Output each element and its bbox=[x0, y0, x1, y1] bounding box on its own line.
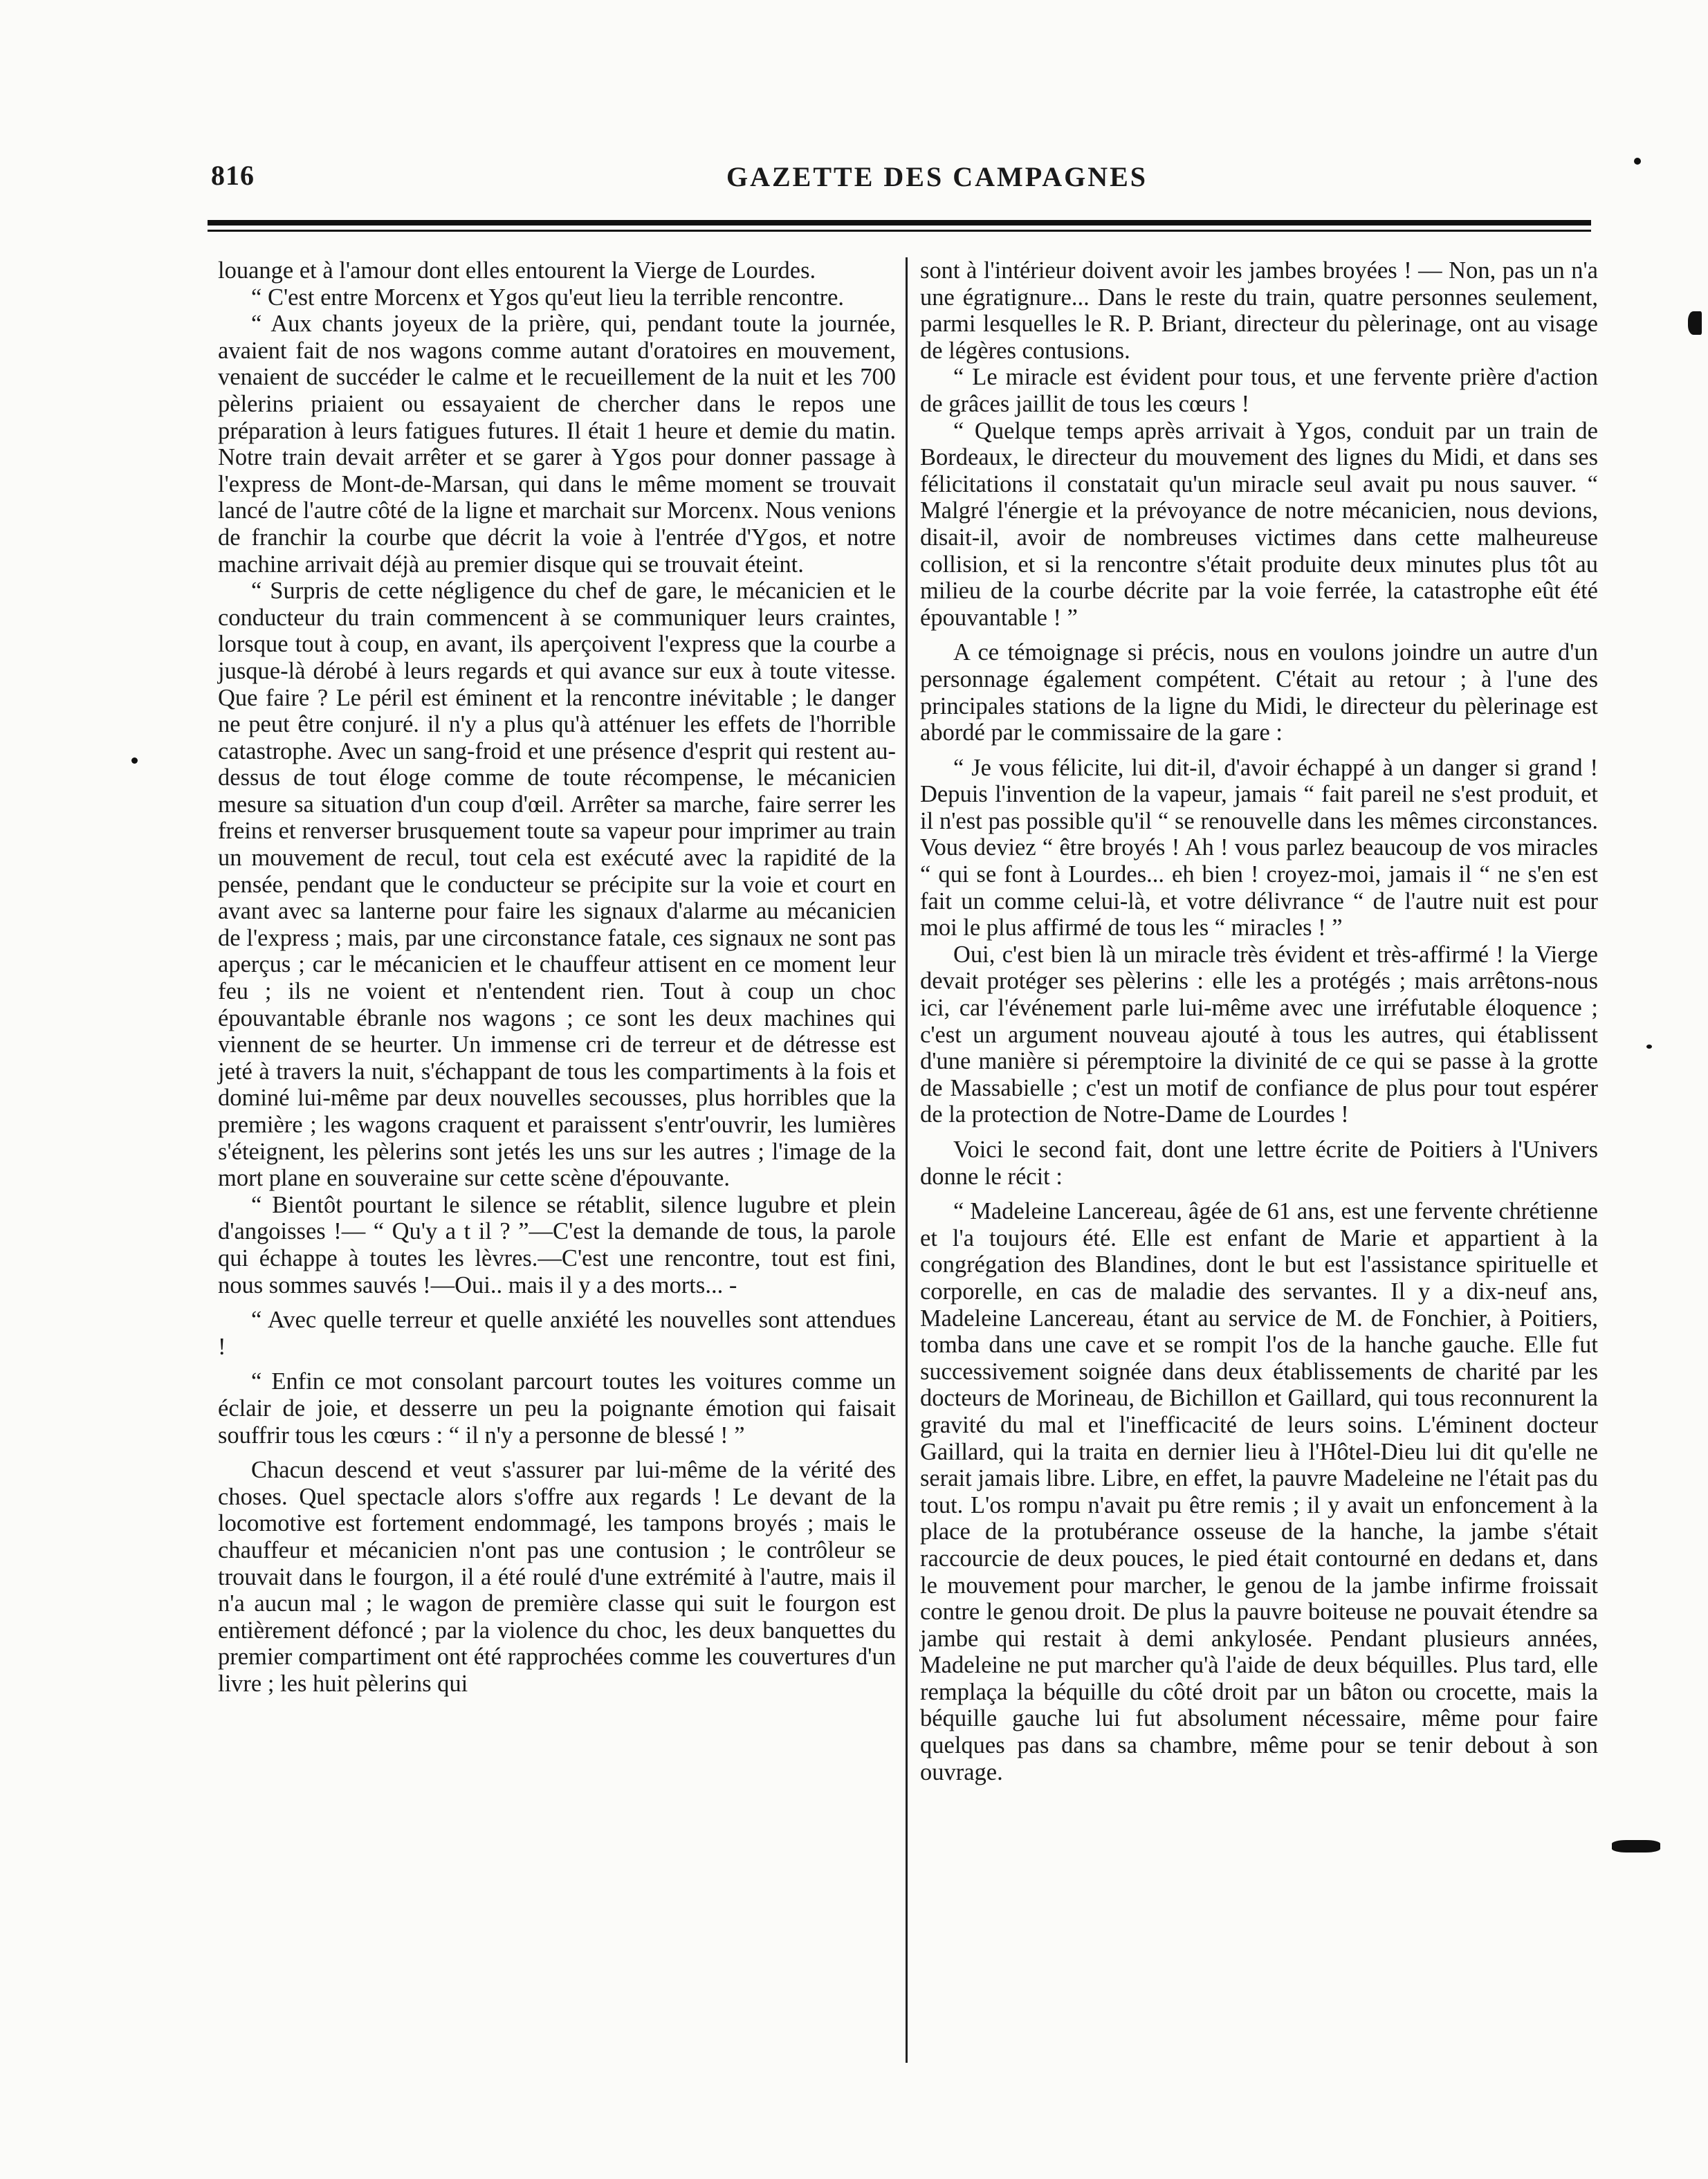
paragraph: “ Quelque temps après arrivait à Ygos, conduit par un train de Bordeaux, le directeur du mouvement des lignes du Midi, et dans ses félicitations il constatait qu'un miracle seul avait pu nous sauver. “ Malgré l'énergie et la prévoyance de notre mécanicien, nous devions, disait-il, avoir de nombreuses victimes dans cette malheureuse collision, et si la rencontre s'était produite deux minutes plus tôt au milieu de la courbe décrite par la voie ferrée, la catastrophe eût été épouvantable ! ” bbox=[920, 417, 1598, 631]
paragraph: louange et à l'amour dont elles entourent la Vierge de Lourdes. bbox=[218, 257, 816, 284]
paragraph: “ Madeleine Lancereau, âgée de 61 ans, est une fervente chrétienne et l'a toujours été. Elle est enfant de Marie et appartient à la congrégation des Blandines, dont le but est l'assistance spirituelle et corporelle, en cas de maladie des servantes. Il y a dix-neuf ans, Madeleine Lancereau, étant au service de M. de Fonchier, à Poitiers, tomba dans une cave et se rompit l'os de la hanche gauche. Elle fut successivement soignée dans deux établissements de charité par les docteurs de Morineau, de Bichillon et Gaillard, qui tous reconnurent la gravité du mal et l'inefficacité de leurs soins. L'éminent docteur Gaillard, qui la traita en dernier lieu à l'Hôtel-Dieu lui dit qu'elle ne serait jamais libre. Libre, en effet, la pauvre Madeleine ne l'était pas du tout. L'os rompu n'avait pu être remis ; il y avait un enfoncement à la place de la protubérance osseuse de la hanche, la jambe s'était raccourcie de deux pouces, le pied était contourné en dedans et, dans le mouvement pour marcher, le genou de la jambe infirme froissait contre le genou droit. De plus la pauvre boiteuse ne pouvait étendre sa jambe qui restait à demi ankylosée. Pendant plusieurs années, Madeleine ne put marcher qu'à l'aide de deux béquilles. Plus tard, elle remplaça la béquille du côté droit par un bâton ou crocette, mais la béquille gauche lui fut absolument nécessaire, même pour faire quelques pas dans sa chambre, même pour se tenir debout à son ouvrage. bbox=[920, 1198, 1598, 1785]
ink-speck bbox=[1612, 1840, 1660, 1852]
header-rule-thick bbox=[208, 220, 1591, 226]
ink-speck bbox=[131, 757, 138, 764]
paragraph: “ Je vous félicite, lui dit-il, d'avoir échappé à un danger si grand ! Depuis l'invention de la vapeur, jamais “ fait pareil ne s'est produit, et il n'est pas possible qu'il “ se renouvelle dans les mêmes circonstances. Vous deviez “ être broyés ! Ah ! vous parlez beaucoup de vos miracles “ qui se font à Lourdes... eh bien ! croyez-moi, jamais il “ ne s'en est fait un comme celui-là, et votre délivrance “ de l'autre nuit est pour moi le plus affirmé de tous les “ miracles ! ” bbox=[920, 754, 1598, 941]
paragraph: “ Enfin ce mot consolant parcourt toutes les voitures comme un éclair de joie, et desserre un peu la poignante émotion qui faisait souffrir tous les cœurs : “ il n'y a personne de blessé ! ” bbox=[218, 1368, 896, 1449]
ink-speck bbox=[1634, 158, 1641, 165]
header-rule-thin bbox=[208, 230, 1591, 232]
paragraph: sont à l'intérieur doivent avoir les jambes broyées ! — Non, pas un n'a une égratignure... Dans le reste du train, quatre personnes seulement, parmi lesquelles le R. P. Briant, directeur du pèlerinage, ont au visage de légères contusions. bbox=[920, 257, 1598, 364]
right-column bbox=[920, 257, 1598, 1785]
paragraph: “ Surpris de cette négligence du chef de gare, le mécanicien et le conducteur du train commencent à se communiquer leurs craintes, lorsque tout à coup, en avant, ils aperçoivent l'express que la courbe a jusque-là dérobé à leurs regards et qui avance sur eux à toute vitesse. Que faire ? Le péril est éminent et la rencontre inévitable ; le danger ne peut être conjuré. il n'y a plus qu'à atténuer les effets de l'horrible catastrophe. Avec un sang-froid et une présence d'esprit qui restent au-dessus de tout éloge comme de toute récompense, le mécanicien mesure sa situation d'un coup d'œil. Arrêter sa marche, faire serrer les freins et renverser brusquement toute sa vapeur pour imprimer au train un mouvement de recul, tout cela est exécuté avec la rapidité de la pensée, pendant que le conducteur se précipite sur la voie et court en avant avec sa lanterne pour faire les signaux d'alarme au mécanicien de l'express ; mais, par une circonstance fatale, ces signaux ne sont pas aperçus ; car le mécanicien et le chauffeur attisent en ce moment leur feu ; ils ne voient et n'entendent rien. Tout à coup un choc épouvantable ébranle nos wagons ; ce sont les deux machines qui viennent de se heurter. Un immense cri de terreur et de détresse est jeté à travers la nuit, s'échappant de tous les compartiments à la fois et dominé lui-même par deux nouvelles secousses, plus horribles que la première ; les wagons craquent et paraissent s'entr'ouvrir, les lumières s'éteignent, les pèlerins sont jetés les uns sur les autres ; l'image de la mort plane en souveraine sur cette scène d'épouvante. bbox=[218, 578, 896, 1192]
running-head-title: GAZETTE DES CAMPAGNES bbox=[726, 161, 1148, 192]
left-column bbox=[218, 257, 896, 1697]
paragraph: Voici le second fait, dont une lettre écrite de Poitiers à l'Univers donne le récit : bbox=[920, 1137, 1598, 1190]
paragraph: “ Avec quelle terreur et quelle anxiété les nouvelles sont attendues ! bbox=[218, 1307, 896, 1360]
paragraph: “ C'est entre Morcenx et Ygos qu'eut lieu la terrible rencontre. bbox=[251, 284, 845, 311]
paragraph: “ Aux chants joyeux de la prière, qui, pendant toute la journée, avaient fait de nos wagons comme autant d'oratoires en mouvement, venaient de succéder le calme et le recueillement de la nuit et les 700 pèlerins priaient ou essayaient de chercher dans le repos une préparation à leurs fatigues futures. Il était 1 heure et demie du matin. Notre train devait arrêter et se garer à Ygos pour donner passage à l'express de Mont-de-Marsan, qui dans le même moment se trouvait lancé de l'autre côté de la ligne et marchait sur Morcenx. Nous venions de franchir la courbe que décrit la voie à l'entrée d'Ygos, et notre machine arrivait déjà au premier disque qui se trouvait éteint. bbox=[218, 311, 896, 578]
paragraph: A ce témoignage si précis, nous en voulons joindre un autre d'un personnage également compétent. C'était au retour ; à l'une des principales stations de la ligne du Midi, le directeur du pèlerinage est abordé par le commissaire de la gare : bbox=[920, 639, 1598, 746]
paragraph: Chacun descend et veut s'assurer par lui-même de la vérité des choses. Quel spectacle alors s'offre aux regards ! Le devant de la locomotive est fortement endommagé, les tampons broyés ; mais le chauffeur et mécanicien n'ont pas une contusion ; le contrôleur se trouvait dans le fourgon, il a été roulé d'une extrémité à l'autre, mais il n'a aucun mal ; le wagon de première classe qui suit le fourgon est entièrement défoncé ; par la violence du choc, les deux banquettes du premier compartiment ont été rapprochées comme les couvertures d'un livre ; les huit pèlerins qui bbox=[218, 1457, 896, 1697]
column-divider bbox=[906, 257, 908, 2063]
ink-speck bbox=[1688, 311, 1702, 335]
paragraph: “ Bientôt pourtant le silence se rétablit, silence lugubre et plein d'angoisses !— “ Qu'y a t il ? ”—C'est la demande de tous, la parole qui échappe à toutes les lèvres.—C'est une rencontre, tout est fini, nous sommes sauvés !—Oui.. mais il y a des morts... - bbox=[218, 1191, 896, 1298]
page-number: 816 bbox=[211, 160, 255, 191]
ink-speck bbox=[1646, 1045, 1652, 1049]
paragraph: Oui, c'est bien là un miracle très évident et très-affirmé ! la Vierge devait protéger ses pèlerins : elle les a protégés ; mais arrêtons-nous ici, car l'événement parle lui-même avec une irréfutable éloquence ; c'est un argument nouveau ajouté à tous les autres, qui établissent d'une manière si péremptoire la divinité de ce qui se passe à la grotte de Massabielle ; c'est un motif de confiance de plus pour tout espérer de la protection de Notre-Dame de Lourdes ! bbox=[920, 941, 1598, 1128]
paragraph: “ Le miracle est évident pour tous, et une fervente prière d'action de grâces jaillit de tous les cœurs ! bbox=[920, 364, 1598, 417]
